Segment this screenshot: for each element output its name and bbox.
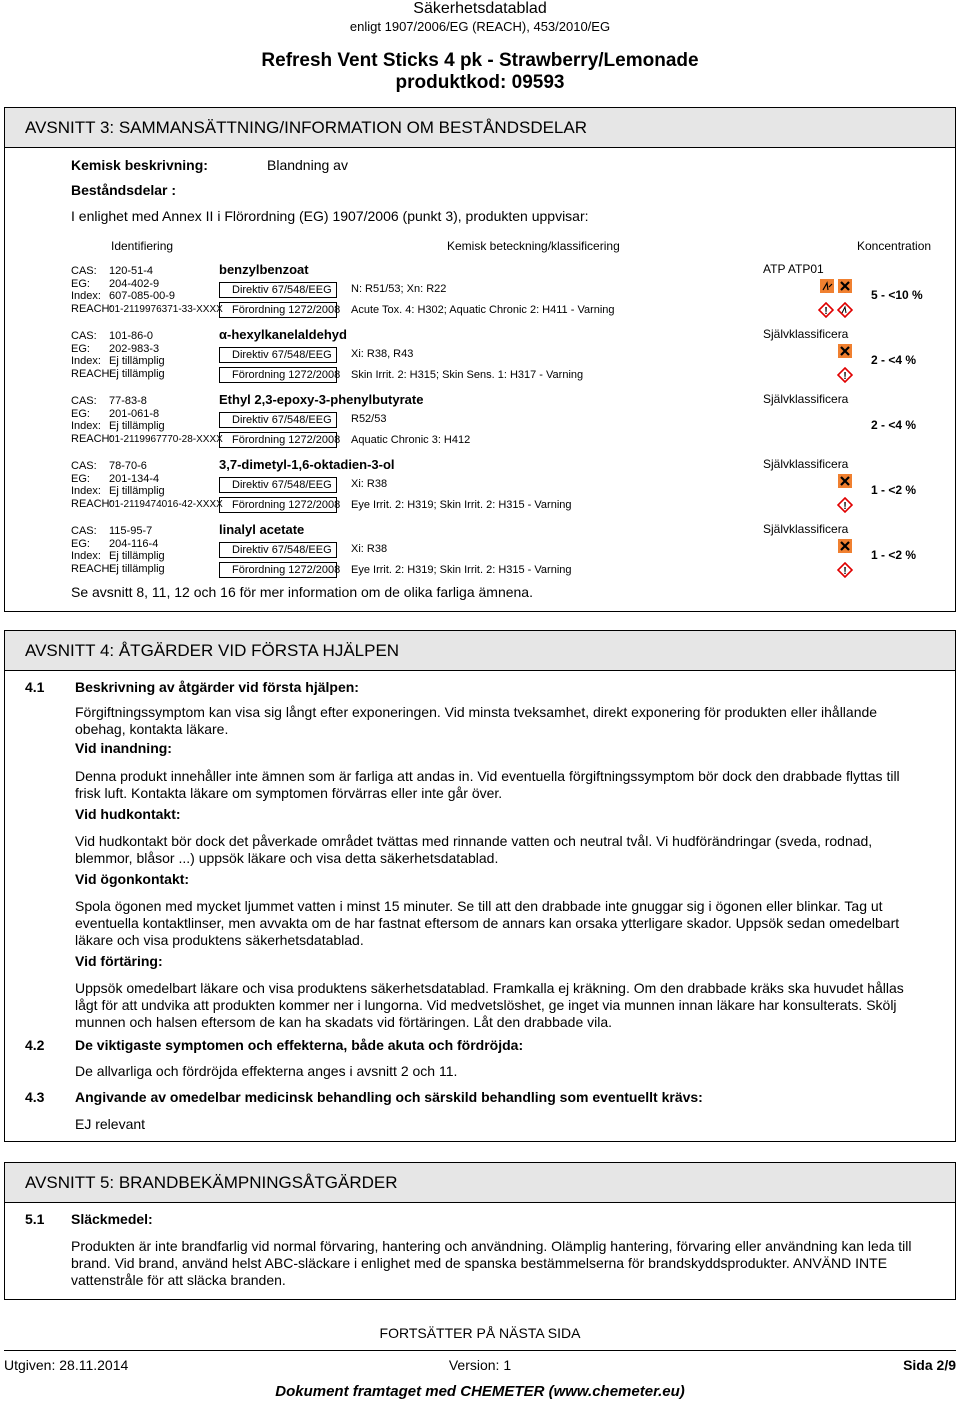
page-number: Sida 2/9 [903,1357,956,1373]
footer-divider [4,1350,956,1351]
extinguishing-text: Produkten är inte brandfarlig vid normal förvaring, hantering och användning. Olämplig hantering, förvaring eller användning kan leda till brand. Vid brand, använd helst ABC-släckare i enlighet med de spanska bestämmelserna för brandskyddsprodukter. ANVÄND INTE vattenstråle för att släcka branden. [71,1238,912,1288]
concentration: 2 - <4 % [871,353,917,367]
symptoms-text: De allvarliga och fördröjda effekterna anges i avsnitt 2 och 11. [75,1063,458,1079]
subsection-number: 4.1 [25,679,45,695]
environment-diamond-icon [837,302,851,316]
chem-desc-label: Kemisk beskrivning: [71,157,208,173]
table-row [5,453,955,517]
dsd-classification: Xi: R38 [351,543,388,555]
exclamation-icon [837,367,851,381]
regulation-label: Förordning 1272/2008 [219,497,337,513]
table-row [5,518,955,582]
first-aid-general: Förgiftningssymptom kan visa sig långt efter exponeringen. Vid minsta tveksamhet, direkt exponering för produkten eller ihållande obehag, kontakta läkare. [75,704,878,737]
concentration: 5 - <10 % [871,288,923,302]
eye-contact-text: Spola ögonen med mycket ljummet vatten i minst 15 minuter. Se till att den drabbade inte gnuggar sig i ögonen eller blinkar. Tag ut eventuella kontaktlinser, men avvakta om de har fastnat eftersom de annars kan orsaka ytterligare skador. Uppsök sedan omedelbart läkare och visa produktens säkerhetsdatablad. [75,898,900,948]
doc-regulation: enligt 1907/2006/EG (REACH), 453/2010/EG [349,19,611,34]
subsection-number: 4.3 [25,1089,45,1105]
table-row [5,258,955,322]
status: Självklassificera [763,457,849,471]
dsd-classification: Xi: R38 [351,478,388,490]
status: Självklassificera [763,327,849,341]
status: Självklassificera [763,522,849,536]
section-4-heading: AVSNITT 4: ÅTGÄRDER VID FÖRSTA HJÄLPEN [5,631,955,671]
eye-contact-heading: Vid ögonkontakt: [75,871,190,887]
inhalation-heading: Vid inandning: [75,740,172,756]
section-4 [4,630,956,1142]
directive-label: Direktiv 67/548/EEG [219,542,337,558]
col-identification: Identifiering [111,239,174,253]
clp-classification: Acute Tox. 4: H302; Aquatic Chronic 2: H411 - Varning [351,304,615,316]
environment-icon [820,279,834,293]
skin-contact-text: Vid hudkontakt bör dock det påverkade området tvättas med rinnande vatten och neutral tvål. Vi hudförändringar (sveda, rodnad, blemmor, blåsor ...) uppsök läkare och visa detta säkerhetsdatablad. [75,833,873,866]
identifiers: CAS: 115-95-7 EG: 204-116-4 Index: Ej tillämplig REACH:Ej tillämplig [71,525,165,575]
directive-label: Direktiv 67/548/EEG [219,347,337,363]
section-5-heading: AVSNITT 5: BRANDBEKÄMPNINGSÅTGÄRDER [5,1163,955,1203]
doc-title: Säkerhetsdatablad [413,0,547,17]
harmful-x-icon [838,279,852,293]
concentration: 2 - <4 % [871,418,917,432]
dsd-classification: Xi: R38, R43 [351,348,414,360]
identifiers: CAS: 77-83-8 EG: 201-061-8 Index: Ej tillämplig REACH:01-2119967770-28-XXXX [71,395,223,445]
regulation-label: Förordning 1272/2008 [219,302,337,318]
section-5 [4,1162,956,1300]
substance-name: linalyl acetate [219,522,305,537]
regulation-label: Förordning 1272/2008 [219,432,337,448]
subsection-title: Beskrivning av åtgärder vid första hjälpen: [75,679,359,695]
clp-classification: Aquatic Chronic 3: H412 [351,434,471,446]
clp-classification: Skin Irrit. 2: H315; Skin Sens. 1: H317 - Varning [351,369,584,381]
clp-classification: Eye Irrit. 2: H319; Skin Irrit. 2: H315 - Varning [351,564,572,576]
substance-name: benzylbenzoat [219,262,309,277]
svg-text:!: ! [843,371,847,382]
col-concentration: Koncentration [857,239,932,253]
version: Version: 1 [448,1357,512,1373]
product-name: Refresh Vent Sticks 4 pk - Strawberry/Lemonade [261,50,699,71]
ingestion-heading: Vid förtäring: [75,953,163,969]
svg-text:!: ! [843,566,847,577]
exclamation-icon [837,562,851,576]
regulation-label: Förordning 1272/2008 [219,562,337,578]
issued-date: Utgiven: 28.11.2014 [4,1357,129,1373]
identifiers: CAS: 120-51-4 EG: 204-402-9 Index: 607-085-00-9 REACH:01-2119976371-33-XXXX [71,265,223,315]
regulation-label: Förordning 1272/2008 [219,367,337,383]
components-label: Beståndsdelar : [71,182,177,198]
subsection-number: 4.2 [25,1037,45,1053]
status: Självklassificera [763,392,849,406]
annex-intro: I enlighet med Annex II i Flörordning (EG) 1907/2006 (punkt 3), produkten uppvisar: [71,208,589,224]
directive-label: Direktiv 67/548/EEG [219,282,337,298]
inhalation-text: Denna produkt innehåller inte ämnen som är farliga att andas in. Vid eventuella förgiftningssymptom bör dock den drabbade flyttas till frisk luft. Kontakta läkare om symptomen förvärras eller inte går över. [75,768,900,801]
svg-text:!: ! [843,501,847,512]
subsection-title: Angivande av omedelbar medicinsk behandling och särskild behandling som eventuellt krävs: [75,1089,703,1105]
exclamation-icon [837,497,851,511]
substance-name: 3,7-dimetyl-1,6-oktadien-3-ol [219,457,395,472]
substance-name: Ethyl 2,3-epoxy-3-phenylbutyrate [219,392,424,407]
table-row [5,388,955,452]
col-classification: Kemisk beteckning/klassificering [447,239,620,253]
identifiers: CAS: 78-70-6 EG: 201-134-4 Index: Ej tillämplig REACH:01-2119474016-42-XXXX [71,460,223,510]
treatment-text: EJ relevant [75,1116,146,1132]
generator-credit: Dokument framtaget med CHEMETER (www.chemeter.eu) [275,1383,685,1400]
directive-label: Direktiv 67/548/EEG [219,477,337,493]
section-3-heading: AVSNITT 3: SAMMANSÄTTNING/INFORMATION OM BESTÅNDSDELAR [5,108,955,148]
product-code: produktkod: 09593 [395,72,565,93]
concentration: 1 - <2 % [871,548,917,562]
harmful-x-icon [838,344,852,358]
section-3 [4,107,956,612]
clp-classification: Eye Irrit. 2: H319; Skin Irrit. 2: H315 - Varning [351,499,572,511]
svg-text:!: ! [824,306,828,317]
harmful-x-icon [838,474,852,488]
table-row [5,323,955,387]
skin-contact-heading: Vid hudkontakt: [75,806,181,822]
status: ATP ATP01 [763,262,824,276]
directive-label: Direktiv 67/548/EEG [219,412,337,428]
concentration: 1 - <2 % [871,483,917,497]
subsection-title: De viktigaste symptomen och effekterna, både akuta och fördröjda: [75,1037,524,1053]
ingestion-text: Uppsök omedelbart läkare och visa produktens säkerhetsdatablad. Framkalla ej kräkning. Om den drabbade kräks ska huvudet hållas lågt för att undvika att produkten kommer ner i lungorna. Vid medvetslöshet, ge inget via munnen innan läkare har konsulterats. Skölj munnen och halsen eftersom de kan ha skadats vid förtäringen. Låt den drabbade vila. [75,980,904,1030]
exclamation-icon [818,302,832,316]
subsection-title: Släckmedel: [71,1211,153,1227]
harmful-x-icon [838,539,852,553]
subsection-number: 5.1 [25,1211,45,1227]
dsd-classification: R52/53 [351,413,387,425]
dsd-classification: N: R51/53; Xn: R22 [351,283,447,295]
identifiers: CAS: 101-86-0 EG: 202-983-3 Index: Ej tillämplig REACH:Ej tillämplig [71,330,165,380]
substance-name: α-hexylkanelaldehyd [219,327,347,342]
chem-desc-value: Blandning av [267,157,348,173]
section-3-footnote: Se avsnitt 8, 11, 12 och 16 för mer information om de olika farliga ämnena. [71,584,533,600]
continues-note: FORTSÄTTER PÅ NÄSTA SIDA [379,1325,581,1341]
